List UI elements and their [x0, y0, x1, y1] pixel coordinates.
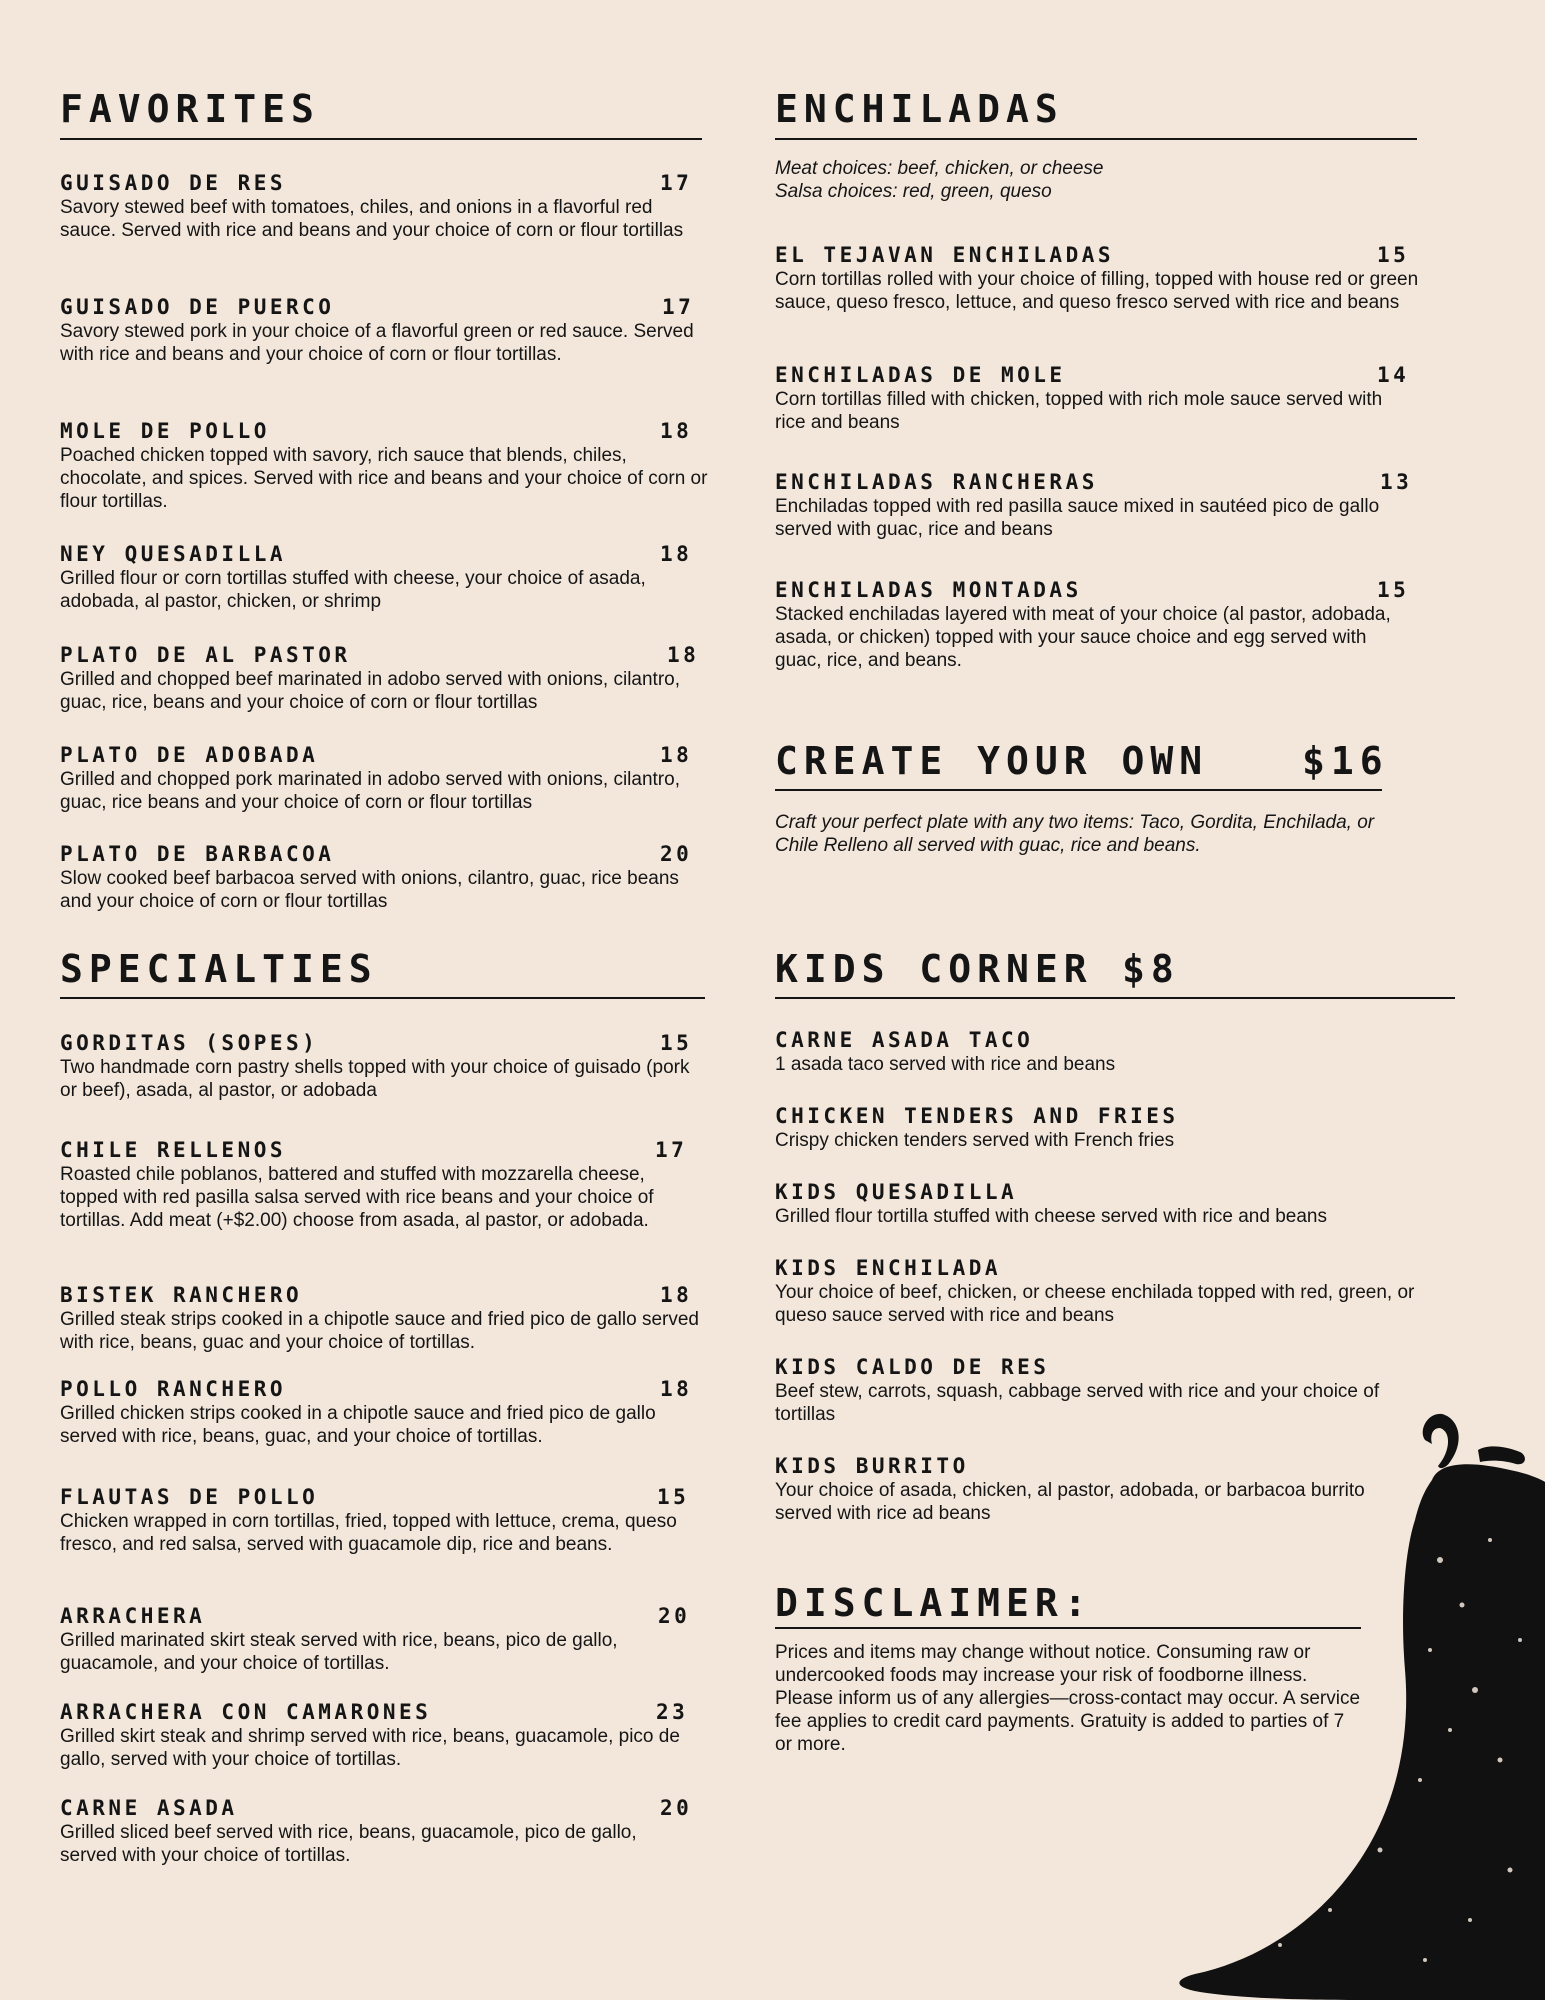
- item-description: Grilled flour tortilla stuffed with cheese served with rice and beans: [775, 1206, 1327, 1227]
- item-name: POLLO RANCHERO: [60, 1377, 287, 1401]
- item-description: Your choice of asada, chicken, al pastor, adobada, or barbacoa burrito served with rice ad beans: [775, 1480, 1365, 1524]
- menu-item: [60, 1484, 690, 1556]
- disclaimer-divider: [775, 1627, 1361, 1629]
- item-description: Corn tortillas rolled with your choice of filling, topped with house red or green sauce, queso fresco, lettuce, and queso fresco served with rice and beans: [775, 269, 1419, 313]
- item-description: Chicken wrapped in corn tortillas, fried, topped with lettuce, crema, queso fresco, and red salsa, served with guacamole dip, rice and beans.: [60, 1511, 677, 1555]
- item-description: Two handmade corn pastry shells topped with your choice of guisado (pork or beef), asada, al pastor, or adobada: [60, 1057, 690, 1101]
- menu-item: [60, 170, 710, 242]
- item-description: Grilled and chopped pork marinated in adobo served with onions, cilantro, guac, rice beans and your choice of corn or flour tortillas: [60, 769, 680, 813]
- item-price: 20: [660, 1796, 693, 1820]
- create-your-own-divider: [775, 789, 1382, 791]
- menu-item: [775, 1027, 1435, 1076]
- menu-item: [60, 1699, 710, 1771]
- item-name: CARNE ASADA: [60, 1796, 238, 1820]
- disclaimer-text: Prices and items may change without notice. Consuming raw or undercooked foods may increase your risk of foodborne illness. Please inform us of any allergies—cross-contact may occur. A service fee applies to credit card payments. Gratuity is added to parties of 7 or more.: [775, 1642, 1361, 1755]
- item-name: KIDS CALDO DE RES: [775, 1355, 1050, 1379]
- item-description: Corn tortillas filled with chicken, topped with rich mole sauce served with rice and beans: [775, 389, 1383, 433]
- create-your-own-price: $16: [1302, 739, 1389, 783]
- item-description: Slow cooked beef barbacoa served with onions, cilantro, guac, rice beans and your choice of corn or flour tortillas: [60, 868, 679, 912]
- item-name: ENCHILADAS DE MOLE: [775, 363, 1066, 387]
- item-description: Beef stew, carrots, squash, cabbage served with rice and your choice of tortillas: [775, 1381, 1380, 1425]
- favorites-divider: [60, 138, 702, 140]
- item-name: ENCHILADAS MONTADAS: [775, 578, 1082, 602]
- menu-item: [60, 742, 710, 814]
- item-name: ARRACHERA: [60, 1604, 206, 1628]
- item-name: PLATO DE BARBACOA: [60, 842, 335, 866]
- item-name: ENCHILADAS RANCHERAS: [775, 470, 1098, 494]
- item-price: 18: [660, 542, 693, 566]
- menu-item: [775, 1453, 1415, 1525]
- item-description: Enchiladas topped with red pasilla sauce mixed in sautéed pico de gallo served with guac, rice and beans: [775, 496, 1380, 540]
- item-price: 14: [1377, 363, 1410, 387]
- item-price: 13: [1380, 470, 1413, 494]
- menu-item: [60, 1795, 693, 1867]
- menu-item: [60, 1282, 700, 1354]
- item-price: 15: [1377, 243, 1410, 267]
- favorites-title: FAVORITES: [60, 87, 320, 131]
- create-your-own-note: Craft your perfect plate with any two items: Taco, Gordita, Enchilada, or Chile Relleno all served with guac, rice and beans.: [775, 812, 1375, 856]
- specialties-title: SPECIALTIES: [60, 947, 378, 991]
- item-name: KIDS QUESADILLA: [775, 1180, 1018, 1204]
- menu-item: [775, 242, 1425, 314]
- create-your-own-title: CREATE YOUR OWN: [775, 739, 1209, 783]
- item-name: NEY QUESADILLA: [60, 542, 287, 566]
- item-description: Grilled steak strips cooked in a chipotle sauce and fried pico de gallo served with rice, beans, guac and your choice of tortillas.: [60, 1309, 699, 1353]
- item-price: 17: [660, 171, 693, 195]
- item-description: Grilled and chopped beef marinated in adobo served with onions, cilantro, guac, rice, beans and your choice of corn or flour tortillas: [60, 669, 680, 713]
- menu-item: [775, 362, 1410, 434]
- item-name: KIDS ENCHILADA: [775, 1256, 1002, 1280]
- item-price: 20: [658, 1604, 691, 1628]
- item-price: 20: [660, 842, 693, 866]
- item-name: EL TEJAVAN ENCHILADAS: [775, 243, 1115, 267]
- item-price: 15: [660, 1031, 693, 1055]
- menu-item: [775, 577, 1415, 672]
- enchiladas-divider: [775, 138, 1417, 140]
- menu-item: [775, 1354, 1425, 1426]
- item-description: Poached chicken topped with savory, rich sauce that blends, chiles, chocolate, and spices. Served with rice and beans and your choice of corn or flour tortillas.: [60, 445, 708, 512]
- item-description: Grilled chicken strips cooked in a chipotle sauce and fried pico de gallo served with rice, beans, guac, and your choice of tortillas.: [60, 1403, 656, 1447]
- item-name: CHICKEN TENDERS AND FRIES: [775, 1104, 1179, 1128]
- item-description: Savory stewed pork in your choice of a flavorful green or red sauce. Served with rice and beans and your choice of corn or flour tortillas.: [60, 321, 694, 365]
- specialties-divider: [60, 997, 705, 999]
- kids-corner-divider: [775, 997, 1455, 999]
- salsa-choices-note: Salsa choices: red, green, queso: [775, 181, 1052, 202]
- item-description: Grilled flour or corn tortillas stuffed with cheese, your choice of asada, adobada, al pastor, chicken, or shrimp: [60, 568, 646, 612]
- menu-item: [775, 469, 1425, 541]
- item-description: Stacked enchiladas layered with meat of your choice (al pastor, adobada, asada, or chicken) topped with your sauce choice and egg served with guac, rice, and beans.: [775, 604, 1391, 671]
- item-name: MOLE DE POLLO: [60, 419, 270, 443]
- item-price: 18: [660, 419, 693, 443]
- item-price: 18: [660, 743, 693, 767]
- item-price: 18: [667, 643, 700, 667]
- item-name: ARRACHERA CON CAMARONES: [60, 1700, 432, 1724]
- menu-item: [60, 841, 715, 913]
- meat-choices-note: Meat choices: beef, chicken, or cheese: [775, 158, 1104, 179]
- item-description: Grilled sliced beef served with rice, beans, guacamole, pico de gallo, served with your choice of tortillas.: [60, 1822, 637, 1866]
- item-price: 18: [660, 1283, 693, 1307]
- item-price: 15: [657, 1485, 690, 1509]
- item-price: 17: [655, 1138, 688, 1162]
- item-description: Savory stewed beef with tomatoes, chiles, and onions in a flavorful red sauce. Served with rice and beans and your choice of corn or flour tortillas: [60, 197, 684, 241]
- menu-item: [775, 1255, 1425, 1327]
- item-name: CARNE ASADA TACO: [775, 1028, 1034, 1052]
- item-price: 17: [662, 295, 695, 319]
- menu-item: [775, 1103, 1435, 1152]
- kids-corner-title: KIDS CORNER: [775, 947, 1093, 991]
- item-name: FLAUTAS DE POLLO: [60, 1485, 319, 1509]
- item-description: 1 asada taco served with rice and beans: [775, 1054, 1116, 1075]
- menu-item: [60, 418, 710, 513]
- menu-item: [60, 1030, 710, 1102]
- item-description: Your choice of beef, chicken, or cheese enchilada topped with red, green, or queso sauce served with rice and beans: [775, 1282, 1415, 1326]
- menu-item: [60, 294, 710, 366]
- item-name: GORDITAS (SOPES): [60, 1031, 319, 1055]
- item-description: Grilled skirt steak and shrimp served with rice, beans, guacamole, pico de gallo, served with your choice of tortillas.: [60, 1726, 680, 1770]
- item-name: KIDS BURRITO: [775, 1454, 969, 1478]
- item-name: BISTEK RANCHERO: [60, 1283, 303, 1307]
- item-name: GUISADO DE PUERCO: [60, 295, 335, 319]
- item-price: 15: [1377, 578, 1410, 602]
- item-description: Crispy chicken tenders served with French fries: [775, 1130, 1175, 1151]
- disclaimer-title: DISCLAIMER:: [775, 1581, 1093, 1625]
- item-price: 23: [656, 1700, 689, 1724]
- item-name: PLATO DE AL PASTOR: [60, 643, 351, 667]
- menu-item: [775, 1179, 1455, 1228]
- menu-item: [60, 1603, 710, 1675]
- menu-item: [60, 1376, 705, 1448]
- item-name: CHILE RELLENOS: [60, 1138, 287, 1162]
- item-price: 18: [660, 1377, 693, 1401]
- item-name: PLATO DE ADOBADA: [60, 743, 319, 767]
- menu-item: [60, 541, 710, 613]
- item-name: GUISADO DE RES: [60, 171, 287, 195]
- item-description: Grilled marinated skirt steak served with rice, beans, pico de gallo, guacamole, and your choice of tortillas.: [60, 1630, 618, 1674]
- menu-item: [60, 642, 710, 714]
- item-description: Roasted chile poblanos, battered and stuffed with mozzarella cheese, topped with red pasilla salsa served with rice beans and your choice of tortillas. Add meat (+$2.00) choose from asada, al pastor, or adobada.: [60, 1164, 654, 1231]
- enchiladas-title: ENCHILADAS: [775, 87, 1064, 131]
- kids-corner-price: $8: [1122, 947, 1180, 991]
- menu-item: [60, 1137, 690, 1232]
